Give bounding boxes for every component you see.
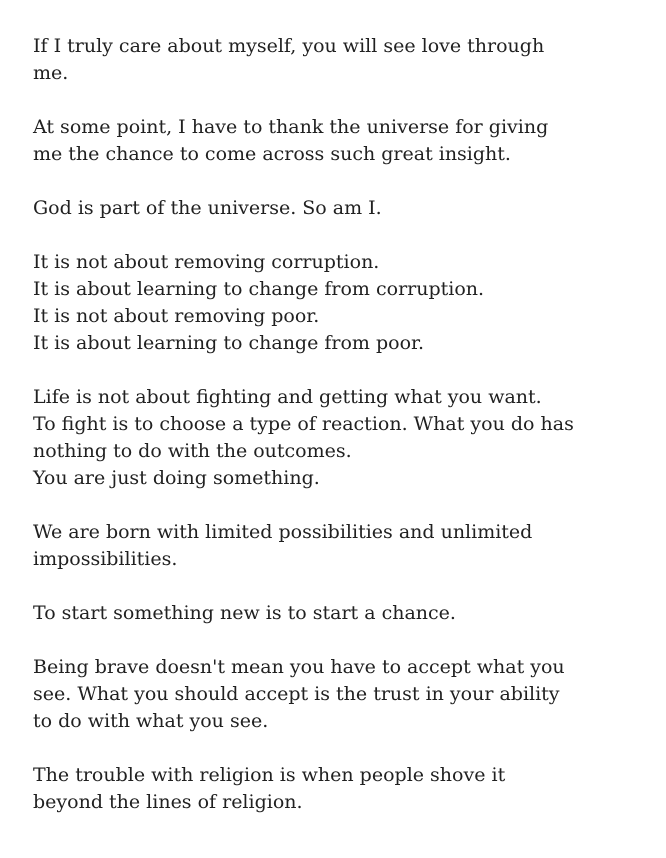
paragraph xyxy=(33,384,638,492)
text-line: It is not about removing poor. xyxy=(33,305,320,327)
text-line: impossibilities. xyxy=(33,548,178,570)
text-line: me the chance to come across such great insight. xyxy=(33,143,511,165)
text-line: beyond the lines of religion. xyxy=(33,791,303,813)
text-line: nothing to do with the outcomes. xyxy=(33,440,352,462)
text-line: At some point, I have to thank the universe for giving xyxy=(33,116,549,138)
text-line: To start something new is to start a chance. xyxy=(33,602,456,624)
paragraph xyxy=(33,519,638,573)
document-body xyxy=(33,33,638,816)
text-line: God is part of the universe. So am I. xyxy=(33,197,382,219)
text-line: We are born with limited possibilities and unlimited xyxy=(33,521,533,543)
paragraph xyxy=(33,762,638,816)
paragraph xyxy=(33,600,638,627)
text-line: Life is not about fighting and getting what you want. xyxy=(33,386,542,408)
text-line: to do with what you see. xyxy=(33,710,269,732)
paragraph xyxy=(33,654,638,735)
paragraph xyxy=(33,33,638,87)
text-line: To fight is to choose a type of reaction. What you do has xyxy=(33,413,574,435)
text-line: It is about learning to change from corruption. xyxy=(33,278,485,300)
paragraph xyxy=(33,195,638,222)
text-line: It is not about removing corruption. xyxy=(33,251,380,273)
text-line: It is about learning to change from poor. xyxy=(33,332,425,354)
text-line: Being brave doesn't mean you have to accept what you xyxy=(33,656,565,678)
text-line: me. xyxy=(33,62,69,84)
paragraph xyxy=(33,249,638,357)
paragraph xyxy=(33,114,638,168)
text-line: You are just doing something. xyxy=(33,467,320,489)
text-line: The trouble with religion is when people shove it xyxy=(33,764,506,786)
text-line: If I truly care about myself, you will see love through xyxy=(33,35,545,57)
text-line: see. What you should accept is the trust in your ability xyxy=(33,683,560,705)
